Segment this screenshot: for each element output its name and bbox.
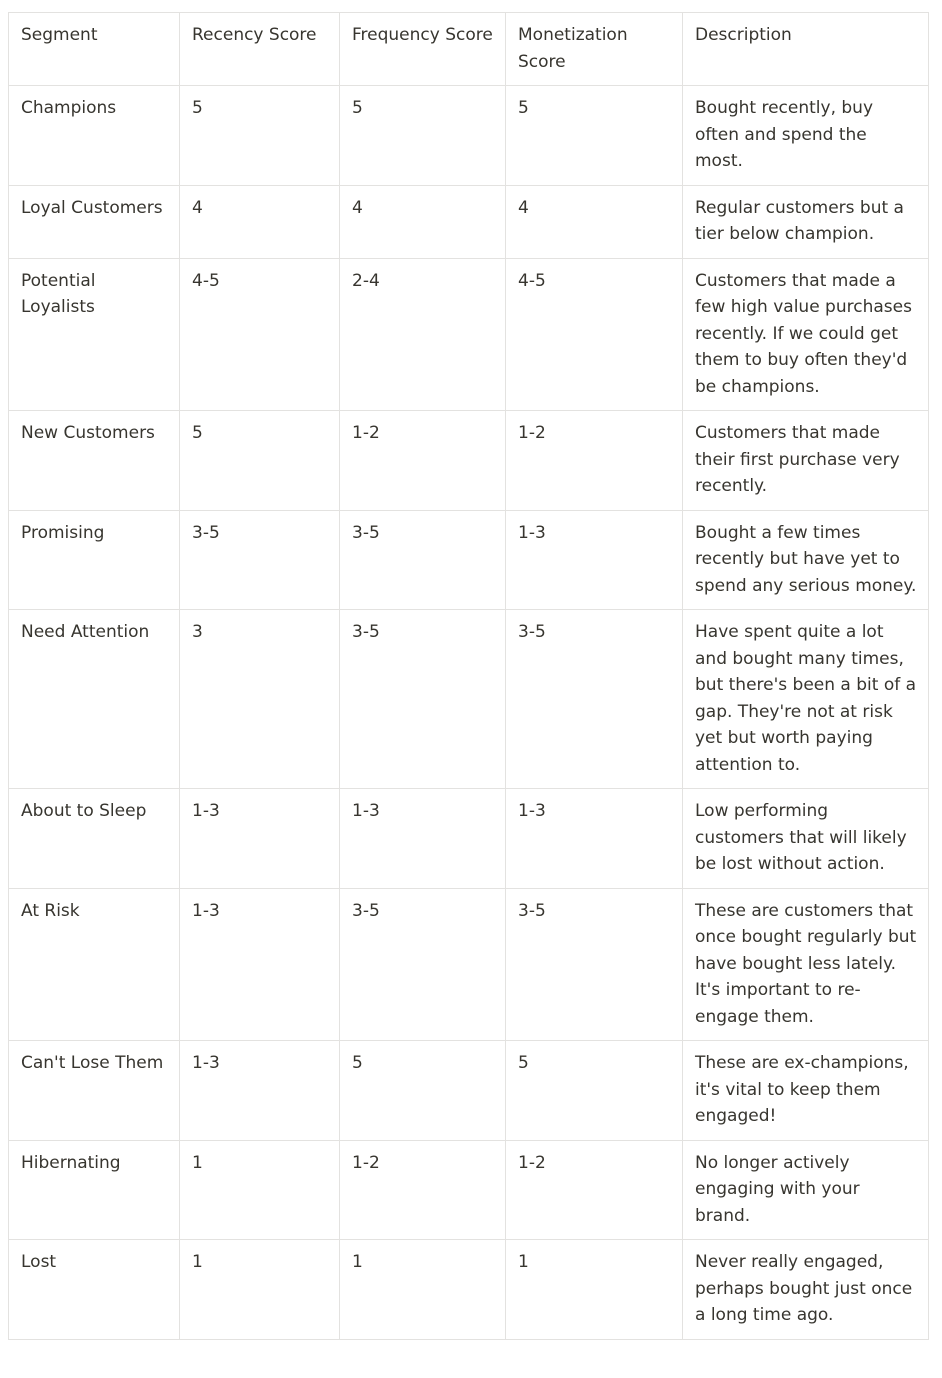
recency-cell: 3-5 [180, 510, 340, 610]
monetization-cell: 5 [506, 1041, 683, 1141]
description-cell: Bought a few times recently but have yet to spend any serious money. [683, 510, 929, 610]
description-cell: Regular customers but a tier below champion. [683, 185, 929, 258]
description-cell: No longer actively engaging with your brand. [683, 1140, 929, 1240]
monetization-cell: 3-5 [506, 610, 683, 789]
segment-cell: Can't Lose Them [9, 1041, 180, 1141]
recency-cell: 1-3 [180, 888, 340, 1041]
recency-cell: 5 [180, 411, 340, 511]
table-row [9, 610, 929, 789]
recency-cell: 1 [180, 1140, 340, 1240]
frequency-cell: 5 [340, 86, 506, 186]
description-cell: Bought recently, buy often and spend the most. [683, 86, 929, 186]
monetization-cell: 1-3 [506, 789, 683, 889]
frequency-cell: 3-5 [340, 888, 506, 1041]
monetization-cell: 5 [506, 86, 683, 186]
header-description: Description [683, 13, 929, 86]
segment-cell: Lost [9, 1240, 180, 1340]
frequency-cell: 1-3 [340, 789, 506, 889]
segment-cell: Hibernating [9, 1140, 180, 1240]
description-cell: Never really engaged, perhaps bought just once a long time ago. [683, 1240, 929, 1340]
table-row [9, 185, 929, 258]
frequency-cell: 4 [340, 185, 506, 258]
segment-cell: New Customers [9, 411, 180, 511]
recency-cell: 1-3 [180, 789, 340, 889]
header-segment: Segment [9, 13, 180, 86]
description-cell: These are customers that once bought regularly but have bought less lately. It's important to re-engage them. [683, 888, 929, 1041]
recency-cell: 1-3 [180, 1041, 340, 1141]
frequency-cell: 3-5 [340, 510, 506, 610]
segment-cell: Need Attention [9, 610, 180, 789]
table-row [9, 411, 929, 511]
segment-cell: At Risk [9, 888, 180, 1041]
description-cell: Have spent quite a lot and bought many times, but there's been a bit of a gap. They're not at risk yet but worth paying attention to. [683, 610, 929, 789]
header-recency-score: Recency Score [180, 13, 340, 86]
recency-cell: 5 [180, 86, 340, 186]
frequency-cell: 1-2 [340, 411, 506, 511]
description-cell: Low performing customers that will likely be lost without action. [683, 789, 929, 889]
table-row [9, 86, 929, 186]
table-container [8, 12, 929, 1340]
frequency-cell: 1-2 [340, 1140, 506, 1240]
recency-cell: 4 [180, 185, 340, 258]
description-cell: These are ex-champions, it's vital to keep them engaged! [683, 1041, 929, 1141]
segment-cell: Potential Loyalists [9, 258, 180, 411]
monetization-cell: 4-5 [506, 258, 683, 411]
frequency-cell: 3-5 [340, 610, 506, 789]
monetization-cell: 3-5 [506, 888, 683, 1041]
description-cell: Customers that made their first purchase very recently. [683, 411, 929, 511]
header-row [9, 13, 929, 86]
description-cell: Customers that made a few high value purchases recently. If we could get them to buy often they'd be champions. [683, 258, 929, 411]
table-row [9, 1140, 929, 1240]
table-row [9, 1240, 929, 1340]
rfm-segments-table [8, 12, 929, 1340]
recency-cell: 1 [180, 1240, 340, 1340]
frequency-cell: 5 [340, 1041, 506, 1141]
monetization-cell: 4 [506, 185, 683, 258]
table-body [9, 86, 929, 1340]
monetization-cell: 1-3 [506, 510, 683, 610]
table-header [9, 13, 929, 86]
frequency-cell: 2-4 [340, 258, 506, 411]
recency-cell: 3 [180, 610, 340, 789]
segment-cell: Champions [9, 86, 180, 186]
segment-cell: Promising [9, 510, 180, 610]
table-row [9, 510, 929, 610]
table-row [9, 258, 929, 411]
frequency-cell: 1 [340, 1240, 506, 1340]
table-row [9, 888, 929, 1041]
header-monetization-score: Monetization Score [506, 13, 683, 86]
table-row [9, 789, 929, 889]
monetization-cell: 1-2 [506, 1140, 683, 1240]
monetization-cell: 1-2 [506, 411, 683, 511]
recency-cell: 4-5 [180, 258, 340, 411]
segment-cell: Loyal Customers [9, 185, 180, 258]
table-row [9, 1041, 929, 1141]
header-frequency-score: Frequency Score [340, 13, 506, 86]
monetization-cell: 1 [506, 1240, 683, 1340]
segment-cell: About to Sleep [9, 789, 180, 889]
